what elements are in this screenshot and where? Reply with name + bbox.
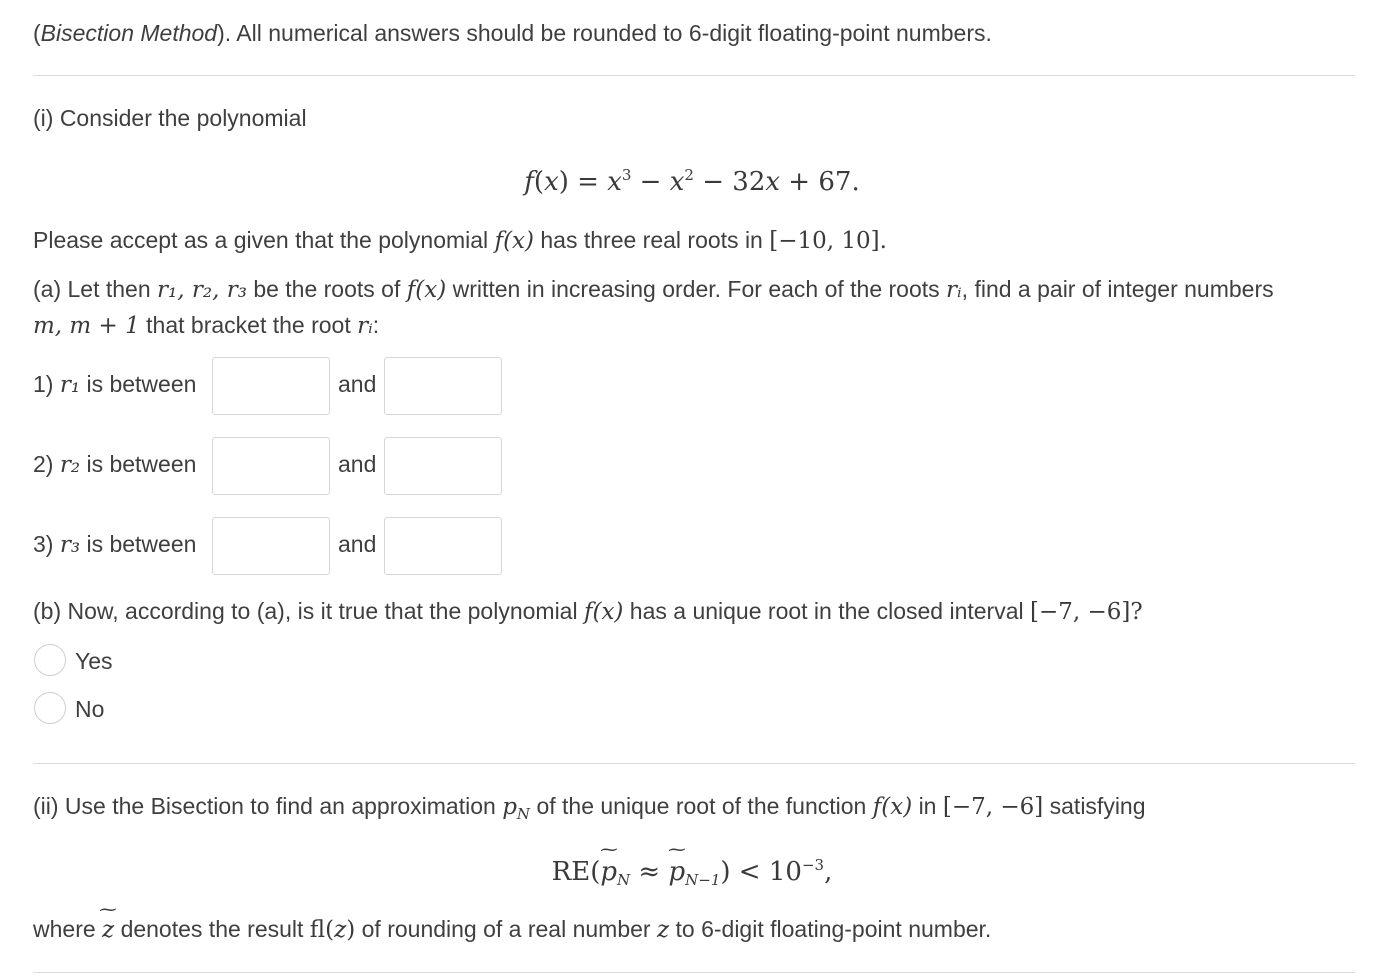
pN-math: $p_N$ xyxy=(502,794,531,823)
interval-math: [−7, −6]? xyxy=(1030,599,1143,625)
part-i-intro: (i) Consider the polynomial xyxy=(33,105,307,131)
relative-error-formula: RE(~ $p_N$ ≈ ~ $p_{N-1}) < 10^{-3}$, xyxy=(0,856,1384,889)
m-math: m, m + 1 xyxy=(33,313,140,339)
bracket-row-1-label: 1) r₁ is between xyxy=(33,371,197,398)
radio-yes[interactable] xyxy=(34,644,66,676)
root1-low-input[interactable] xyxy=(212,357,330,415)
and-label: and xyxy=(338,371,377,397)
root1-high-input[interactable] xyxy=(384,357,502,415)
root3-low-input[interactable] xyxy=(212,517,330,575)
radio-no-label[interactable]: No xyxy=(75,696,105,722)
and-label: and xyxy=(338,451,377,477)
ri-math: rᵢ xyxy=(357,313,373,339)
interval-math: [−7, −6] xyxy=(942,794,1044,820)
bracket-row-3-label: 3) r₃ is between xyxy=(33,531,197,558)
method-name: Bisection Method xyxy=(40,20,218,46)
divider xyxy=(33,763,1355,764)
given-statement: Please accept as a given that the polynomial f(x) has three real roots in [−10, 10]. xyxy=(33,227,887,254)
divider xyxy=(33,972,1355,973)
root2-low-input[interactable] xyxy=(212,437,330,495)
ri-math: rᵢ xyxy=(946,277,962,303)
z-math: z xyxy=(656,917,670,943)
part-a-statement: (a) Let then r₁, r₂, r₃ be the roots of f(x) written in increasing order. For each of the roots rᵢ, find a pair of integer numbers xyxy=(33,276,1274,303)
radio-yes-label[interactable]: Yes xyxy=(75,648,113,674)
and-label: and xyxy=(338,531,377,557)
fx-math: f(x) xyxy=(872,794,913,820)
where-statement: where ~ z denotes the result fl(z) of rounding of a real number z to 6-digit floating-point number. xyxy=(33,918,991,942)
z-tilde-math: ~ z xyxy=(102,919,114,942)
roots-math: r₁, r₂, r₃ xyxy=(157,277,247,303)
divider xyxy=(33,75,1355,76)
bracket-row-2-label: 2) r₂ is between xyxy=(33,451,197,478)
part-b-question: (b) Now, according to (a), is it true that the polynomial f(x) has a unique root in the closed interval [−7, −6]? xyxy=(33,598,1143,625)
fx-math: f(x) xyxy=(583,599,624,625)
instructions: ). All numerical answers should be rounded to 6-digit floating-point numbers. xyxy=(217,20,992,46)
root2-high-input[interactable] xyxy=(384,437,502,495)
part-a-statement-line2: m, m + 1 that bracket the root rᵢ: xyxy=(33,312,380,339)
part-ii-statement: (ii) Use the Bisection to find an approximation $p_N$ of the unique root of the function f(x) in [−7, −6] satisfying xyxy=(33,793,1146,823)
interval-math: [−10, 10]. xyxy=(769,228,887,254)
header-text: (Bisection Method). All numerical answers should be rounded to 6-digit floating-point numbers. xyxy=(33,20,992,46)
fx-math: f(x) xyxy=(406,277,447,303)
root3-high-input[interactable] xyxy=(384,517,502,575)
fl-math: fl(z) xyxy=(309,917,356,943)
radio-no[interactable] xyxy=(34,692,66,724)
polynomial-display: $f(x) = x^3 - x^2 - 32x + 67$. xyxy=(524,166,860,197)
fx-math: f(x) xyxy=(494,228,534,254)
